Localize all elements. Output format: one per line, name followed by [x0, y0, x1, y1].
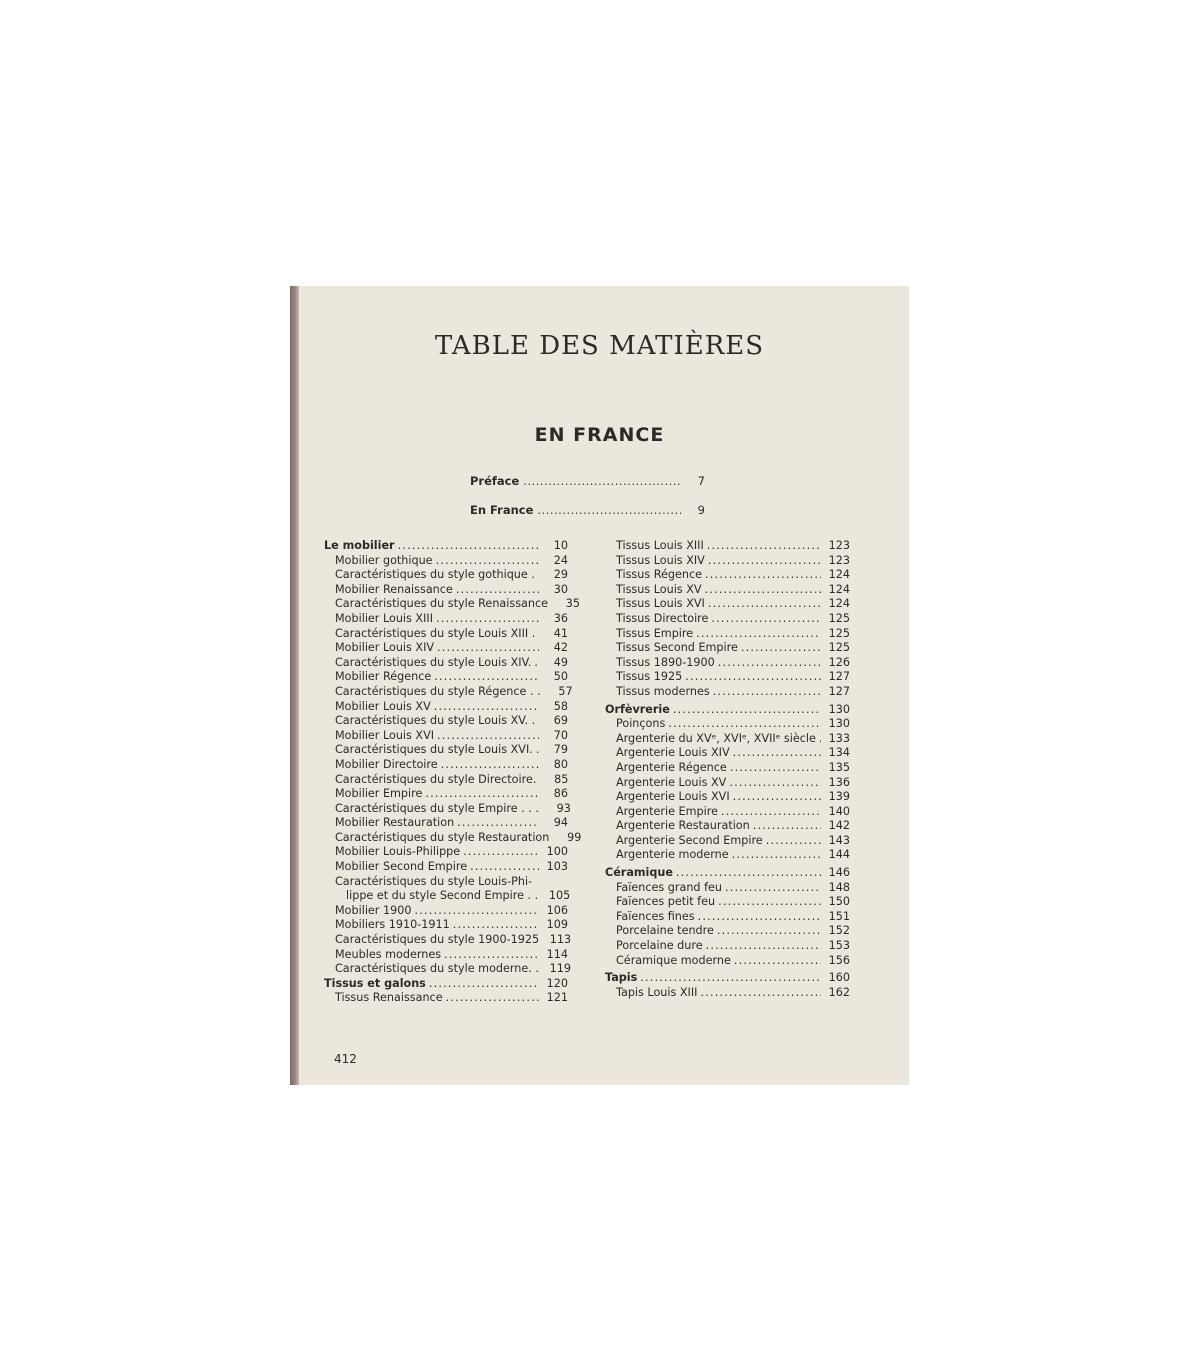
toc-column-left [324, 539, 582, 1006]
toc-entry [605, 554, 850, 569]
toc-entry-page: 146 [828, 866, 850, 880]
toc-entry [324, 830, 582, 846]
toc-entry-page: 125 [828, 626, 850, 640]
toc-entry-page: 134 [828, 746, 850, 760]
dot-leader [538, 568, 539, 583]
toc-entry-label: Mobilier gothique [335, 553, 433, 567]
toc-entry-preface [470, 474, 705, 492]
dot-leader [446, 991, 539, 1006]
toc-entry-page: 105 [548, 889, 571, 903]
toc-entry-page: 124 [828, 568, 850, 582]
toc-entry [324, 627, 568, 642]
toc-entry-page: 10 [553, 539, 568, 552]
toc-entry-label: Porcelaine tendre [616, 924, 714, 938]
dot-leader [538, 627, 539, 642]
dot-leader [819, 732, 821, 747]
toc-entry [605, 776, 850, 791]
dot-leader [668, 717, 821, 732]
toc-entry-page: 36 [553, 611, 568, 625]
dot-leader [705, 568, 821, 583]
dot-leader [700, 986, 821, 1001]
dot-leader [456, 583, 539, 598]
toc-entry-label: Caractéristiques du style 1900-1925 [335, 933, 540, 947]
dot-leader [538, 714, 539, 729]
toc-entry [605, 848, 850, 863]
toc-entry-label: Caractéristiques du style Louis XIII . [335, 626, 536, 640]
toc-entry-label: Tissus 1890-1900 [616, 655, 715, 669]
toc-entry-label: Argenterie Régence [616, 760, 727, 774]
toc-entry-label: Faïences grand feu [616, 880, 722, 894]
toc-entry-page: 70 [553, 728, 568, 742]
dot-leader [470, 860, 539, 875]
toc-entry [324, 758, 568, 773]
dot-leader [721, 805, 821, 820]
toc-entry [324, 656, 568, 671]
dot-leader [705, 583, 821, 598]
toc-entry-label: Tissus modernes [616, 684, 710, 698]
dot-leader [725, 881, 821, 896]
toc-entry-label: Mobilier Louis XIII [335, 611, 433, 625]
toc-column-right [605, 539, 850, 1000]
toc-heading-label: Tissus et galons [324, 976, 426, 990]
toc-entry-label: Tissus Renaissance [335, 991, 443, 1005]
dot-leader [437, 641, 539, 656]
toc-entry-page: 133 [828, 731, 850, 745]
toc-entry [605, 685, 850, 700]
toc-entry [324, 962, 571, 977]
dot-leader [534, 656, 539, 671]
toc-entry [605, 834, 850, 849]
toc-entry [605, 895, 850, 910]
toc-entry-page: 99 [567, 830, 582, 844]
toc-entry [605, 656, 850, 671]
dot-leader [429, 977, 539, 992]
toc-entry [605, 641, 850, 656]
toc-entry [324, 612, 568, 627]
toc-entry-page: 127 [828, 670, 850, 684]
toc-entry [605, 568, 850, 583]
toc-entry [605, 539, 850, 554]
toc-entry [324, 991, 568, 1006]
toc-entry-label: Argenterie Empire [616, 804, 718, 818]
toc-entry-page: 160 [828, 971, 850, 985]
dot-leader [753, 819, 821, 834]
toc-entry-page: 156 [828, 953, 850, 967]
toc-entry-label: Caractéristiques du style Louis XIV. [335, 655, 532, 669]
toc-entry-page: 130 [828, 717, 850, 731]
toc-entry-page: 100 [546, 845, 568, 859]
book-spine [290, 286, 299, 1085]
dot-leader [434, 670, 539, 685]
toc-entry-page: 50 [553, 670, 568, 684]
toc-entry-label: Faïences fines [616, 909, 695, 923]
toc-entry-page: 24 [553, 553, 568, 567]
toc-entry [605, 717, 850, 732]
toc-entry-page: 69 [553, 714, 568, 728]
toc-entry [324, 729, 568, 744]
toc-entry-page: 135 [828, 760, 850, 774]
toc-entry-label: Caractéristiques du style Régence . . [335, 684, 541, 698]
toc-entry-label: Caractéristiques du style Restauration [335, 830, 550, 844]
toc-entry-page: 124 [828, 582, 850, 596]
toc-entry [324, 933, 572, 948]
page-title: TABLE DES MATIÈRES [434, 331, 765, 361]
toc-entry-label: Caractéristiques du style Louis XVI. [335, 743, 533, 757]
toc-entry-page: 127 [828, 684, 850, 698]
toc-entry-page: 119 [549, 962, 571, 976]
toc-entry-page: 139 [828, 790, 850, 804]
dot-leader [730, 761, 821, 776]
dot-leader [434, 700, 539, 715]
toc-entry-label: Mobilier Empire [335, 787, 423, 801]
toc-entry-label: Caractéristiques du style moderne. . [335, 962, 539, 976]
dot-leader [733, 790, 821, 805]
toc-heading-label: Tapis [605, 971, 638, 985]
toc-entry-page: 49 [553, 655, 568, 669]
toc-entry [324, 700, 568, 715]
toc-entry-label: Tissus Louis XIV [616, 553, 705, 567]
toc-entry-page: 125 [828, 611, 850, 625]
toc-entry-label: Mobilier 1900 [335, 903, 412, 917]
toc-entry-label: Mobilier Louis XIV [335, 641, 435, 655]
toc-entry-label: Argenterie Restauration [616, 819, 750, 833]
toc-entry [324, 583, 568, 598]
toc-entry-page: 130 [828, 702, 850, 716]
toc-entry-page: 126 [828, 655, 850, 669]
toc-entry-page: 94 [553, 816, 568, 830]
toc-entry-page: 79 [553, 743, 568, 757]
toc-entry-label: En France [470, 503, 534, 517]
toc-entry-page: 123 [828, 553, 850, 567]
dot-leader [437, 729, 539, 744]
toc-entry-wrapped [324, 874, 571, 904]
toc-entry-page: 114 [546, 947, 568, 961]
dot-leader [676, 866, 821, 881]
toc-entry [605, 805, 850, 820]
toc-entry-page: 153 [828, 939, 850, 953]
toc-entry-label: Tissus Directoire [616, 611, 709, 625]
dot-leader [766, 834, 821, 849]
toc-entry-line [324, 889, 571, 904]
toc-entry-page: 125 [828, 641, 850, 655]
toc-entry-page: 148 [828, 880, 850, 894]
toc-entry-label: Tissus Second Empire [616, 641, 738, 655]
dot-leader [457, 816, 539, 831]
toc-entry [324, 684, 573, 700]
toc-entry [324, 773, 568, 788]
dot-leader [711, 612, 821, 627]
toc-entry-en-france [470, 503, 705, 521]
dot-leader [708, 597, 821, 612]
dot-leader [706, 939, 821, 954]
dot-leader [698, 910, 821, 925]
toc-entry-page: 109 [546, 918, 568, 932]
toc-entry [605, 583, 850, 598]
toc-entry-page: 80 [553, 757, 568, 771]
book-page [290, 286, 909, 1085]
toc-entry-label: Tapis Louis XIII [616, 985, 698, 999]
toc-entry-page: 144 [828, 848, 850, 862]
dot-leader [436, 612, 539, 627]
dot-leader [718, 656, 821, 671]
toc-entry [605, 597, 850, 612]
toc-entry [324, 845, 568, 860]
toc-entry-label: Tissus Louis XVI [616, 597, 705, 611]
toc-entry-page: 29 [553, 568, 568, 582]
dot-leader [696, 627, 821, 642]
dot-leader [441, 758, 539, 773]
toc-entry-page: 35 [565, 597, 581, 611]
toc-entry [324, 787, 568, 802]
toc-entry-page: 121 [546, 991, 568, 1005]
toc-entry [605, 746, 850, 761]
toc-entry-page: 151 [828, 909, 850, 923]
toc-entry-label: Argenterie Second Empire [616, 833, 763, 847]
toc-entry [605, 732, 850, 747]
dot-leader [734, 954, 821, 969]
toc-entry [605, 939, 850, 954]
toc-entry-label: Préface [470, 474, 520, 488]
dot-leader [463, 845, 539, 860]
toc-entry-label: Mobilier Louis XVI [335, 728, 435, 742]
dot-leader [444, 948, 539, 963]
toc-entry-page: 93 [556, 801, 571, 815]
toc-heading-tissus [324, 977, 568, 992]
dot-leader [708, 554, 821, 569]
toc-entry-page: 7 [697, 474, 705, 488]
dot-leader [717, 924, 821, 939]
toc-entry [605, 761, 850, 776]
toc-entry-label: Tissus Empire [616, 626, 694, 640]
section-title: EN FRANCE [534, 424, 665, 446]
toc-entry [324, 597, 581, 612]
toc-entry [324, 918, 568, 933]
dot-leader [414, 904, 539, 919]
toc-entry-label: Tissus Louis XV [616, 582, 702, 596]
toc-entry-label: Mobilier Louis-Philippe [335, 845, 461, 859]
toc-entry-page: 142 [828, 819, 850, 833]
toc-entry [324, 714, 568, 729]
toc-entry-label: Mobilier Renaissance [335, 582, 453, 596]
toc-entry-page: 86 [553, 787, 568, 801]
toc-entry-label: Argenterie du XVᵉ, XVIᵉ, XVIIᵉ siècle [616, 731, 816, 745]
toc-heading-label: Céramique [605, 866, 673, 880]
toc-entry [605, 627, 850, 642]
dot-leader [729, 776, 821, 791]
toc-entry [324, 904, 568, 919]
toc-entry-label: Mobilier Régence [335, 670, 432, 684]
dot-leader [453, 918, 539, 933]
toc-entry-page: 123 [828, 539, 850, 552]
toc-entry-label: Tissus Louis XIII [616, 539, 704, 552]
toc-entry [324, 816, 568, 831]
toc-entry-label: Caractéristiques du style gothique . [335, 568, 535, 582]
toc-entry [605, 670, 850, 685]
dot-leader [436, 554, 539, 569]
dot-leader [523, 474, 681, 488]
toc-entry-page: 124 [828, 597, 850, 611]
toc-entry-label: Argenterie Louis XVI [616, 790, 730, 804]
toc-entry-page: 106 [546, 903, 568, 917]
toc-entry [605, 910, 850, 925]
toc-entry-label: Tissus 1925 [616, 670, 683, 684]
toc-entry [324, 554, 568, 569]
dot-leader [640, 971, 821, 986]
toc-entry [324, 568, 568, 583]
toc-heading-label: Le mobilier [324, 539, 395, 552]
dot-leader [536, 743, 539, 758]
toc-entry-label: Caractéristiques du style Louis XV. . [335, 714, 536, 728]
toc-entry-label: Argenterie Louis XIV [616, 746, 730, 760]
toc-entry [605, 881, 850, 896]
toc-entry-page: 113 [549, 933, 572, 947]
toc-entry-page: 143 [828, 833, 850, 847]
toc-entry-label: Caractéristiques du style Louis-Phi- [335, 874, 533, 888]
toc-entry [605, 924, 850, 939]
toc-entry-page: 136 [828, 775, 850, 789]
toc-entry-label: Meubles modernes [335, 947, 442, 961]
toc-entry-label: Faïences petit feu [616, 895, 716, 909]
toc-entry-page: 103 [546, 860, 568, 874]
toc-entry-label: Mobilier Second Empire [335, 860, 468, 874]
toc-heading-label: Orfèvrerie [605, 702, 670, 716]
toc-entry-label: Tissus Régence [616, 568, 702, 582]
toc-entry-label: Céramique moderne [616, 953, 731, 967]
toc-entry-page: 58 [553, 699, 568, 713]
toc-entry-label: Caractéristiques du style Renaissance [335, 597, 549, 611]
toc-entry-page: 120 [546, 976, 568, 990]
dot-leader [741, 641, 821, 656]
toc-entry-page: 41 [553, 626, 568, 640]
toc-entry-page: 85 [554, 772, 569, 786]
toc-entry [324, 801, 571, 817]
toc-entry-label: Mobilier Directoire [335, 757, 438, 771]
toc-entry-label: Argenterie moderne [616, 848, 729, 862]
dot-leader [713, 685, 821, 700]
toc-heading-ceramique [605, 866, 850, 881]
toc-entry [324, 670, 568, 685]
toc-entry-page: 152 [828, 924, 850, 938]
toc-entry [324, 641, 568, 656]
toc-entry-line [324, 875, 568, 890]
dot-leader [537, 503, 681, 517]
dot-leader [733, 746, 821, 761]
dot-leader [707, 539, 821, 554]
toc-entry-label: Mobilier Louis XV [335, 699, 431, 713]
toc-entry-page: 9 [697, 503, 705, 517]
toc-heading-orfevrerie [605, 703, 850, 718]
dot-leader [732, 848, 821, 863]
dot-leader [718, 895, 821, 910]
toc-entry-label: Porcelaine dure [616, 939, 703, 953]
toc-entry-label: Poinçons [616, 717, 666, 731]
toc-entry-label: Caractéristiques du style Directoire. [335, 772, 537, 786]
toc-entry-page: 140 [828, 804, 850, 818]
toc-heading-mobilier [324, 539, 568, 554]
dot-leader [673, 703, 821, 718]
toc-entry [324, 948, 568, 963]
toc-entry-page: 150 [828, 895, 850, 909]
toc-entry-label: Caractéristiques du style Empire . . . [335, 801, 539, 815]
toc-entry-label: Argenterie Louis XV [616, 775, 727, 789]
toc-entry [605, 954, 850, 969]
toc-entry [605, 612, 850, 627]
dot-leader [425, 787, 539, 802]
toc-entry [324, 743, 568, 758]
toc-heading-tapis [605, 971, 850, 986]
dot-leader [685, 670, 821, 685]
toc-entry-page: 42 [553, 641, 568, 655]
toc-entry [324, 860, 568, 875]
toc-entry-page: 30 [553, 582, 568, 596]
toc-entry-label: Mobilier Restauration [335, 816, 455, 830]
toc-entry-label: Mobiliers 1910-1911 [335, 918, 450, 932]
toc-entry-page: 57 [558, 684, 573, 698]
toc-entry [605, 819, 850, 834]
toc-entry [605, 986, 850, 1001]
toc-entry-label: lippe et du style Second Empire . . [346, 889, 539, 903]
page-number: 412 [334, 1052, 357, 1066]
toc-entry [605, 790, 850, 805]
dot-leader [398, 539, 539, 554]
toc-entry-page: 162 [828, 985, 850, 999]
